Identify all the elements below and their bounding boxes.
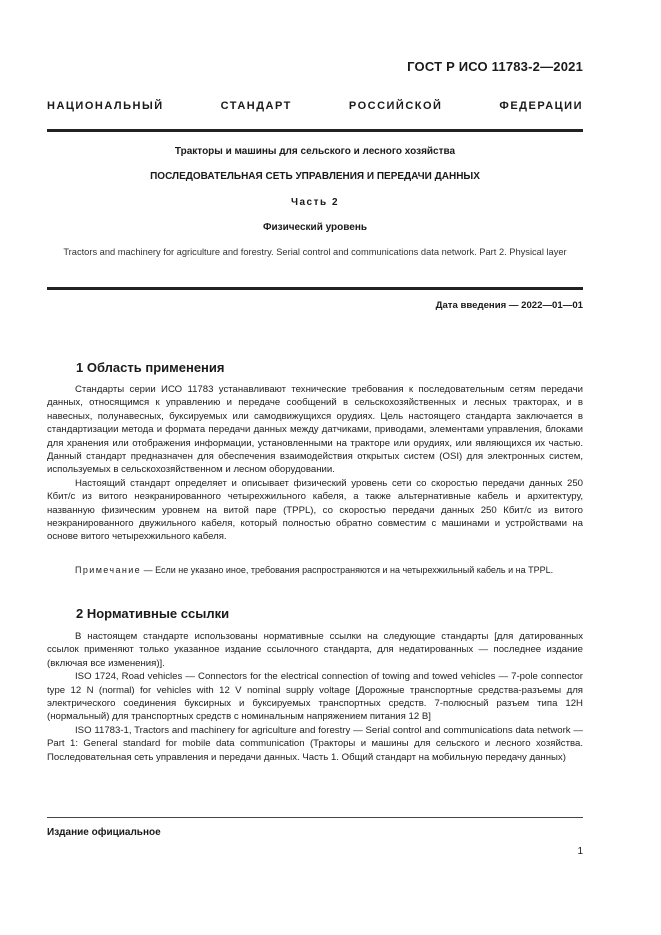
- title-line-1: Тракторы и машины для сельского и лесного хозяйства: [174, 146, 456, 157]
- section-1-body: [47, 383, 583, 544]
- introduction-date: Дата введения — 2022—01—01: [435, 300, 583, 311]
- national-standard-title: НАЦИОНАЛЬНЫЙ СТАНДАРТ РОССИЙСКОЙ ФЕДЕРАЦИИ: [47, 100, 583, 112]
- page-number: 1: [577, 846, 583, 857]
- section-2-body: [47, 630, 583, 764]
- section-1-paragraph: Стандарты серии ИСО 11783 устанавливают технические требования к последовательным сетям передачи данных, относящимся к управлению и передаче сообщений в сельскохозяйственных и лесных тракторах, и в навесных, полунавесных, буксируемых или самодвижущихся орудиях. Цель настоящего стандарта заключается в стандартизации метода и формата передачи данных между датчиками, приводами, элементами управления, блоками для хранения или отображения информации, установленными на тракторе или орудиях, или являющихся их частью. Данный стандарт предназначен для обеспечения взаимодействия открытых систем (OSI) для электронных систем, используемых в сельскохозяйственном и лесном оборудовании.: [47, 384, 583, 476]
- section-2-heading: 2 Нормативные ссылки: [76, 606, 230, 621]
- section-1-paragraph: Настоящий стандарт определяет и описывает физический уровень сети со скоростью передачи данных 250 Кбит/с из витого неэкранированного четырехжильного кабеля, а также альтернативные кабель и архитектуру, названную физическим уровнем на витой паре (TPPL), со скоростью передачи данных 250 Кбит/с из витого неэкранированного двужильного кабеля, который полностью обратно совместим с машинами и устройствами на основе витого четырехжильного кабеля.: [47, 477, 583, 543]
- footer-rule: [47, 817, 583, 818]
- reference-paragraph: ISO 1724, Road vehicles — Connectors for the electrical connection of towing and towed vehicles — 7-pole connector type 12 N (normal) for vehicles with 12 V nominal supply voltage [Дорожные транспортные средства-разъемы для электрического соединения буксирных и буксируемых транспортных средств. 7-полюсный разъем типа 12Н (нормальный) для транспортных средств с номинальным напряжением питания 12 В]: [47, 671, 583, 723]
- title-subtitle: Физический уровень: [262, 222, 368, 233]
- note-label: Примечание: [75, 565, 142, 575]
- reference-paragraph: ISO 11783-1, Tractors and machinery for agriculture and forestry — Serial control and communications data network — Part 1: General standard for mobile data communication (Тракторы и машины для сельского и лесного хозяйства. Последовательная сеть управления и передачи данных. Часть 1. Общий стандарт на мобильную передачу данных): [47, 724, 583, 763]
- title-part: Часть 2: [290, 197, 340, 208]
- section-1-heading: 1 Область применения: [76, 360, 225, 375]
- reference-paragraph: В настоящем стандарте использованы нормативные ссылки на следующие стандарты [для датированных ссылок применяют только указанное издание ссылочного стандарта, для недатированных — последнее издание (включая все изменения)].: [47, 631, 583, 669]
- note-text: — Если не указано иное, требования распространяются и на четырехжильный кабель и на TPPL.: [141, 565, 554, 575]
- document-id: ГОСТ Р ИСО 11783-2—2021: [407, 59, 583, 74]
- official-edition-label: Издание официальное: [47, 827, 161, 838]
- title-bottom-rule: [47, 287, 583, 290]
- title-line-2: ПОСЛЕДОВАТЕЛЬНАЯ СЕТЬ УПРАВЛЕНИЯ И ПЕРЕДАЧИ ДАННЫХ: [150, 171, 480, 182]
- title-english: Tractors and machinery for agriculture and forestry. Serial control and communications data network. Part 2. Physical layer: [63, 247, 567, 257]
- top-rule: [47, 129, 583, 132]
- section-1-note: [47, 564, 583, 577]
